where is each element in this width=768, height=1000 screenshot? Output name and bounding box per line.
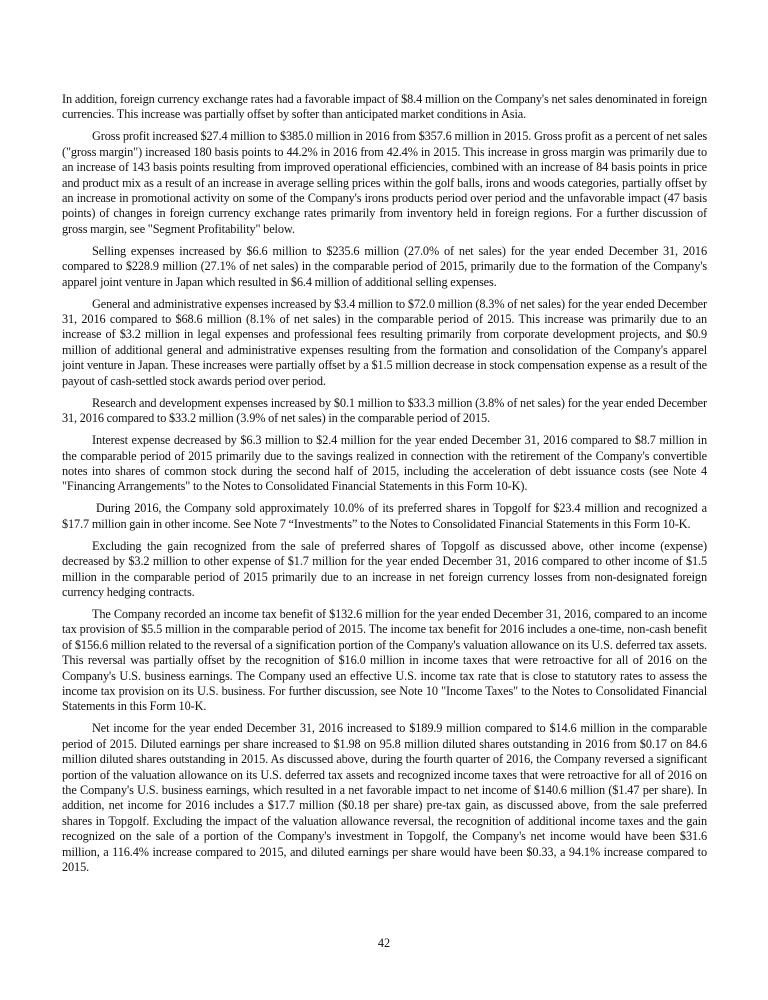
- paragraph-research-development: Research and development expenses increased by $0.1 million to $33.3 million (3.8% of net sales) for the year ended December 31, 2016 compared to $33.2 million (3.9% of net sales) in the comparable period of 2015.: [62, 395, 707, 426]
- paragraph-interest-expense: Interest expense decreased by $6.3 million to $2.4 million for the year ended December 31, 2016 compared to $8.7 million in the comparable period of 2015 primarily due to the savings realized in connection with the retirement of the Company's convertible notes into shares of common stock during the second half of 2015, including the acceleration of debt issuance costs (see Note 4 "Financing Arrangements" to the Notes to Consolidated Financial Statements in this Form 10-K).: [62, 433, 707, 494]
- paragraph-net-income: Net income for the year ended December 31, 2016 increased to $189.9 million compared to $14.6 million in the comparable period of 2015. Diluted earnings per share increased to $1.98 on 95.8 million diluted shares outstanding in 2016 from $0.17 on 84.6 million diluted shares outstanding in 2015. As discussed above, during the fourth quarter of 2016, the Company reversed a significant portion of the valuation allowance on its U.S. deferred tax assets and recognized income taxes that were retroactive for all of 2016 on the Company's U.S. business earnings, which resulted in a net favorable impact to net income of $140.6 million ($1.47 per share). In addition, net income for 2016 includes a $17.7 million ($0.18 per share) pre-tax gain, as discussed above, from the sale preferred shares in Topgolf. Excluding the impact of the valuation allowance reversal, the recognition of additional income taxes and the gain recognized on the sale of a portion of the Company's investment in Topgolf, the Company's net income would have been $31.6 million, a 116.4% increase compared to 2015, and diluted earnings per share would have been $0.33, a 94.1% increase compared to 2015.: [62, 721, 707, 875]
- paragraph-topgolf-sale: During 2016, the Company sold approximately 10.0% of its preferred shares in Topgolf for $23.4 million and recognized a $17.7 million gain in other income. See Note 7 “Investments” to the Notes to Consolidated Financial Statements in this Form 10-K.: [62, 501, 707, 531]
- page-number: 42: [377, 936, 391, 950]
- paragraph-general-admin-expenses: General and administrative expenses increased by $3.4 million to $72.0 million (8.3% of net sales) for the year ended December 31, 2016 compared to $68.6 million (8.1% of net sales) in the comparable period of 2015. This increase was primarily due to an increase of $3.2 million in legal expenses and professional fees resulting primarily from corporate development projects, and $0.9 million of additional general and administrative expenses resulting from the formation and consolidation of the Company's apparel joint venture in Japan. These increases were partially offset by a $1.5 million decrease in stock compensation expense as a result of the payout of cash-settled stock awards period over period.: [62, 296, 707, 388]
- paragraph-other-income: Excluding the gain recognized from the sale of preferred shares of Topgolf as discussed above, other income (expense) decreased by $3.2 million to other expense of $1.7 million for the year ended December 31, 2016 compared to other income of $1.5 million in the comparable period of 2015 primarily due to an increase in net foreign currency losses from non-designated foreign currency hedging contracts.: [62, 538, 707, 599]
- paragraph-foreign-currency: In addition, foreign currency exchange rates had a favorable impact of $8.4 million on the Company's net sales denominated in foreign currencies. This increase was partially offset by softer than anticipated market conditions in Asia.: [62, 92, 707, 122]
- paragraph-gross-profit: Gross profit increased $27.4 million to $385.0 million in 2016 from $357.6 million in 2015. Gross profit as a percent of net sales ("gross margin") increased 180 basis points to 44.2% in 2016 from 42.4% in 2015. This increase in gross margin was primarily due to an increase of 143 basis points resulting from improved operational efficiencies, combined with an increase of 84 basis points in price and product mix as a result of an increase in average selling prices within the golf balls, irons and woods categories, partially offset by an increase in promotional activity on some of the Company's irons products period over period and the unfavorable impact (47 basis points) of changes in foreign currency exchange rates primarily from inventory held in foreign regions. For a further discussion of gross margin, see "Segment Profitability" below.: [62, 129, 707, 236]
- paragraph-selling-expenses: Selling expenses increased by $6.6 million to $235.6 million (27.0% of net sales) for the year ended December 31, 2016 compared to $228.9 million (27.1% of net sales) in the comparable period of 2015, primarily due to the formation of the Company's apparel joint venture in Japan which resulted in $6.4 million of additional selling expenses.: [62, 243, 707, 289]
- document-body: [62, 92, 707, 882]
- paragraph-income-tax: The Company recorded an income tax benefit of $132.6 million for the year ended December 31, 2016, compared to an income tax provision of $5.5 million in the comparable period of 2015. The income tax benefit for 2016 includes a one-time, non-cash benefit of $156.6 million related to the reversal of a signification portion of the Company's valuation allowance on its U.S. deferred tax assets. This reversal was partially offset by the recognition of $16.0 million in income taxes that were retroactive for all of 2016 on the Company's U.S. business earnings. The Company used an effective U.S. income tax rate that is close to statutory rates to assess the income tax provision on its U.S. business. For further discussion, see Note 10 "Income Taxes" to the Notes to Consolidated Financial Statements in this Form 10-K.: [62, 606, 707, 714]
